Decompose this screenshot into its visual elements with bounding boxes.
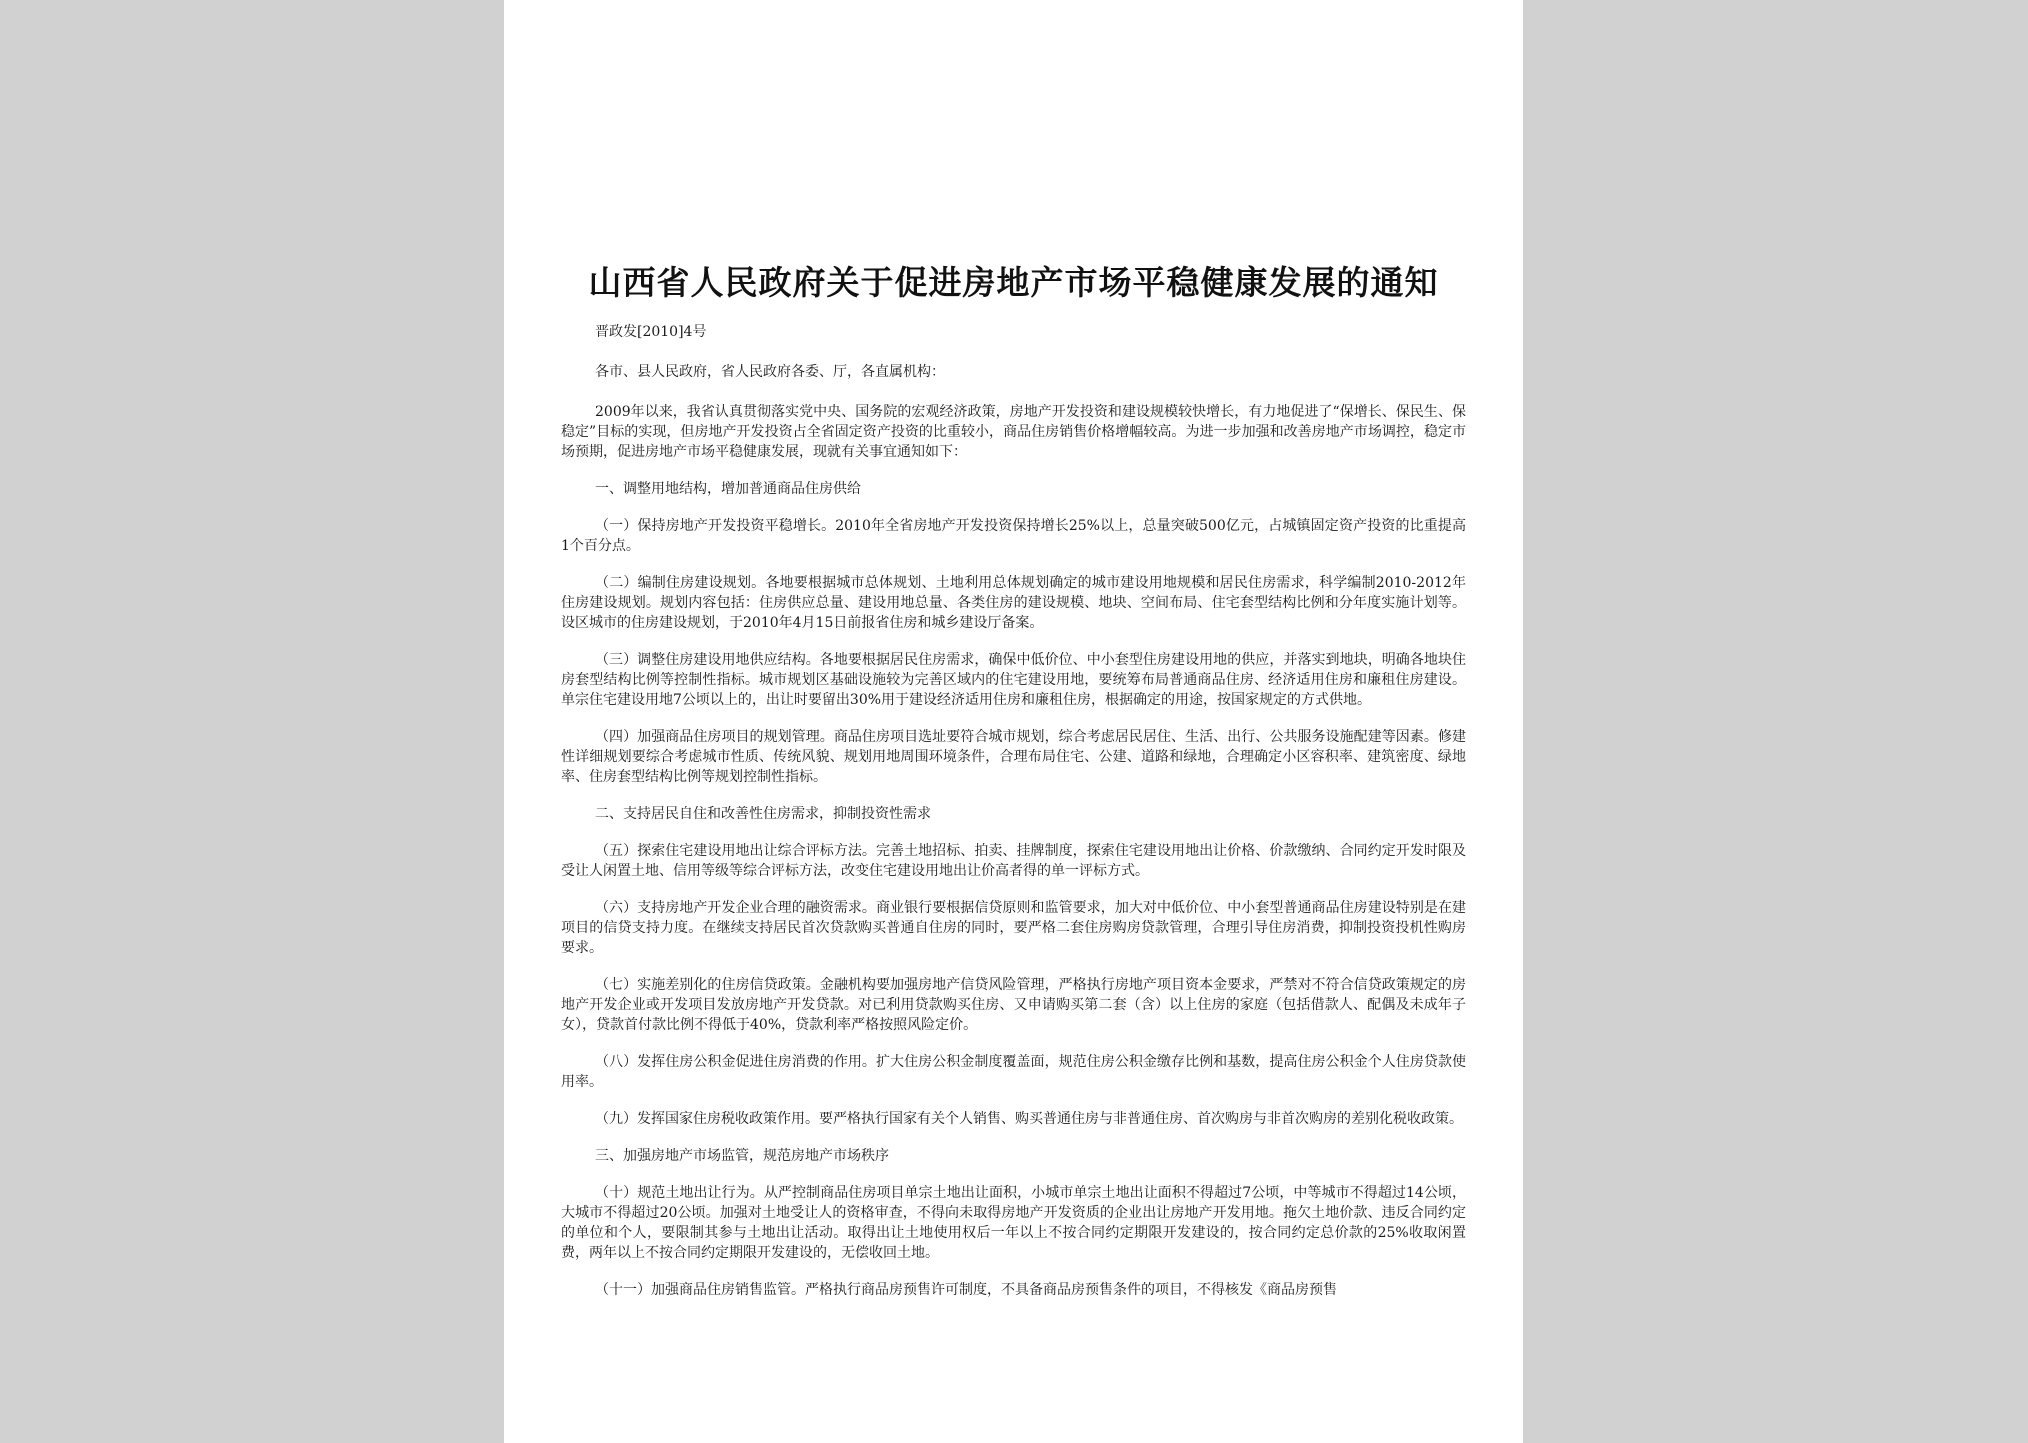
section-heading: 二、支持居民自住和改善性住房需求，抑制投资性需求 <box>595 806 931 822</box>
paragraph: （二）编制住房建设规划。各地要根据城市总体规划、土地利用总体规划确定的城市建设用地规模和居民住房需求，科学编制2010-2012年住房建设规划。规划内容包括：住房供应总量、建设用地总量、各类住房的建设规模、地块、空间布局、住宅套型结构比例和分年度实施计划等。设区城市的住房建设规划，于2010年4月15日前报省住房和城乡建设厅备案。 <box>561 575 1466 631</box>
addressee: 各市、县人民政府，省人民政府各委、厅，各直属机构： <box>595 364 945 380</box>
paragraph: （十）规范土地出让行为。从严控制商品住房项目单宗土地出让面积，小城市单宗土地出让面积不得超过7公顷，中等城市不得超过14公顷，大城市不得超过20公顷。加强对土地受让人的资格审查，不得向未取得房地产开发资质的企业出让房地产开发用地。拖欠土地价款、违反合同约定的单位和个人，要限制其参与土地出让活动。取得出让土地使用权后一年以上不按合同约定期限开发建设的，按合同约定总价款的25%收取闲置费，两年以上不按合同约定期限开发建设的，无偿收回土地。 <box>561 1185 1466 1261</box>
paragraph: （六）支持房地产开发企业合理的融资需求。商业银行要根据信贷原则和监管要求，加大对中低价位、中小套型普通商品住房建设特别是在建项目的信贷支持力度。在继续支持居民首次贷款购买普通自住房的同时，要严格二套住房购房贷款管理，合理引导住房消费，抑制投资投机性购房要求。 <box>561 900 1466 956</box>
paragraph: （十一）加强商品住房销售监管。严格执行商品房预售许可制度，不具备商品房预售条件的项目，不得核发《商品房预售 <box>595 1282 1337 1298</box>
paragraph: （四）加强商品住房项目的规划管理。商品住房项目选址要符合城市规划，综合考虑居民居住、生活、出行、公共服务设施配建等因素。修建性详细规划要综合考虑城市性质、传统风貌、规划用地周围环境条件，合理布局住宅、公建、道路和绿地，合理确定小区容积率、建筑密度、绿地率、住房套型结构比例等规划控制性指标。 <box>561 729 1466 785</box>
intro-paragraph: 2009年以来，我省认真贯彻落实党中央、国务院的宏观经济政策，房地产开发投资和建设规模较快增长，有力地促进了“保增长、保民生、保稳定”目标的实现，但房地产开发投资占全省固定资产投资的比重较小，商品住房销售价格增幅较高。为进一步加强和改善房地产市场调控，稳定市场预期，促进房地产市场平稳健康发展，现就有关事宜通知如下： <box>561 404 1466 460</box>
paragraph: （一）保持房地产开发投资平稳增长。2010年全省房地产开发投资保持增长25%以上，总量突破500亿元，占城镇固定资产投资的比重提高1个百分点。 <box>561 518 1466 554</box>
document-title: 山西省人民政府关于促进房地产市场平稳健康发展的通知 <box>588 263 1439 302</box>
document-number: 晋政发[2010]4号 <box>595 324 707 340</box>
paragraph: （五）探索住宅建设用地出让综合评标方法。完善土地招标、拍卖、挂牌制度，探索住宅建设用地出让价格、价款缴纳、合同约定开发时限及受让人闲置土地、信用等级等综合评标方法，改变住宅建设用地出让价高者得的单一评标方式。 <box>561 843 1466 879</box>
paragraph: （七）实施差别化的住房信贷政策。金融机构要加强房地产信贷风险管理，严格执行房地产项目资本金要求，严禁对不符合信贷政策规定的房地产开发企业或开发项目发放房地产开发贷款。对已利用贷款购买住房、又申请购买第二套（含）以上住房的家庭（包括借款人、配偶及未成年子女），贷款首付款比例不得低于40%，贷款利率严格按照风险定价。 <box>561 977 1466 1033</box>
document-page <box>504 0 1523 1443</box>
paragraph: （八）发挥住房公积金促进住房消费的作用。扩大住房公积金制度覆盖面，规范住房公积金缴存比例和基数，提高住房公积金个人住房贷款使用率。 <box>561 1054 1466 1090</box>
paragraph: （三）调整住房建设用地供应结构。各地要根据居民住房需求，确保中低价位、中小套型住房建设用地的供应，并落实到地块，明确各地块住房套型结构比例等控制性指标。城市规划区基础设施较为完善区域内的住宅建设用地，要统筹布局普通商品住房、经济适用住房和廉租住房建设。单宗住宅建设用地7公顷以上的，出让时要留出30%用于建设经济适用住房和廉租住房，根据确定的用途，按国家规定的方式供地。 <box>561 652 1466 708</box>
section-heading: 一、调整用地结构，增加普通商品住房供给 <box>595 481 861 497</box>
paragraph: （九）发挥国家住房税收政策作用。要严格执行国家有关个人销售、购买普通住房与非普通住房、首次购房与非首次购房的差别化税收政策。 <box>595 1111 1463 1127</box>
section-heading: 三、加强房地产市场监管，规范房地产市场秩序 <box>595 1148 889 1164</box>
